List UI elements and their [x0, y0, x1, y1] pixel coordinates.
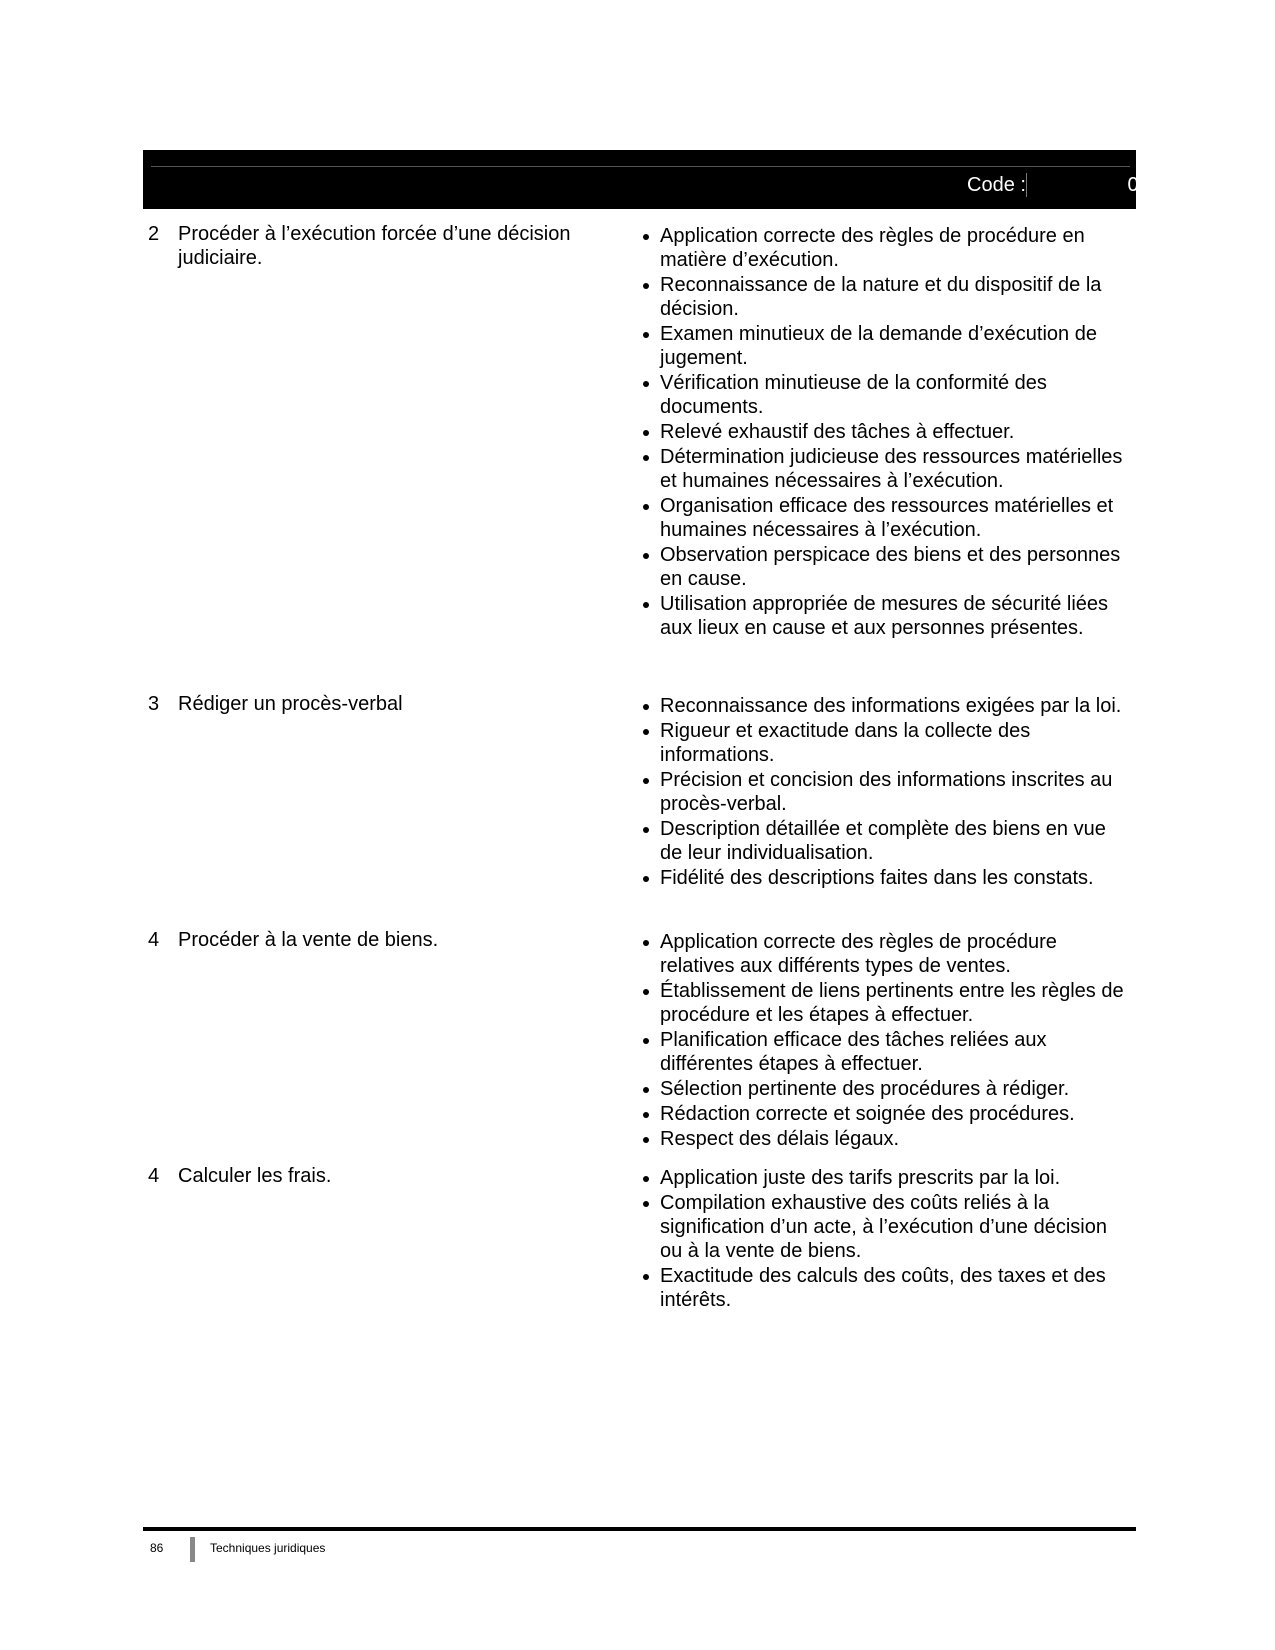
element-number: 2 — [148, 223, 160, 245]
criteria-list — [638, 1166, 1128, 1313]
list-item: Description détaillée et complète des biens en vue de leur individualisation. — [638, 817, 1128, 865]
element-title: Procéder à l’exécution forcée d’une décision judiciaire. — [178, 223, 571, 269]
table-row — [148, 222, 1128, 692]
list-item: Planification efficace des tâches reliées aux différentes étapes à effectuer. — [638, 1028, 1128, 1076]
list-item: Rigueur et exactitude dans la collecte des informations. — [638, 719, 1128, 767]
list-item: Exactitude des calculs des coûts, des taxes et des intérêts. — [638, 1264, 1128, 1312]
table-row — [148, 1164, 1128, 1324]
element-title: Procéder à la vente de biens. — [178, 929, 439, 951]
list-item: Reconnaissance de la nature et du dispositif de la décision. — [638, 273, 1128, 321]
list-item: Vérification minutieuse de la conformité des documents. — [638, 371, 1128, 419]
list-item: Précision et concision des informations inscrites au procès-verbal. — [638, 768, 1128, 816]
footer-rule — [143, 1527, 1136, 1531]
list-item: Application correcte des règles de procédure relatives aux différents types de ventes. — [638, 930, 1128, 978]
list-item: Rédaction correcte et soignée des procédures. — [638, 1102, 1128, 1126]
list-item: Compilation exhaustive des coûts reliés à la signification d’un acte, à l’exécution d’une décision ou à la vente de biens. — [638, 1191, 1128, 1263]
list-item: Observation perspicace des biens et des personnes en cause. — [638, 543, 1128, 591]
code-value: 0459 — [1127, 174, 1172, 196]
list-item: Utilisation appropriée de mesures de sécurité liées aux lieux en cause et aux personnes présentes. — [638, 592, 1128, 640]
criteria-list — [638, 694, 1128, 891]
table-row — [148, 692, 1128, 928]
footer-title: Techniques juridiques — [210, 1541, 326, 1555]
element-number: 3 — [148, 693, 160, 715]
list-item: Organisation efficace des ressources matérielles et humaines nécessaires à l’exécution. — [638, 494, 1128, 542]
table-row — [148, 928, 1128, 1164]
footer-separator — [190, 1537, 195, 1562]
list-item: Fidélité des descriptions faites dans les constats. — [638, 866, 1128, 890]
criteria-table — [148, 222, 1128, 1324]
header-bar — [143, 150, 1172, 209]
code-field — [967, 170, 1172, 201]
element-number: 4 — [148, 929, 160, 951]
list-item: Application correcte des règles de procédure en matière d’exécution. — [638, 224, 1128, 272]
list-item: Application juste des tarifs prescrits par la loi. — [638, 1166, 1128, 1190]
element-title: Rédiger un procès-verbal — [178, 693, 403, 715]
page-number: 86 — [150, 1541, 164, 1555]
criteria-list — [638, 224, 1128, 641]
list-item: Examen minutieux de la demande d’exécution de jugement. — [638, 322, 1128, 370]
list-item: Établissement de liens pertinents entre les règles de procédure et les étapes à effectuer. — [638, 979, 1128, 1027]
list-item: Sélection pertinente des procédures à rédiger. — [638, 1077, 1128, 1101]
code-label: Code : — [967, 174, 1026, 196]
element-number: 4 — [148, 1165, 160, 1187]
criteria-list — [638, 930, 1128, 1152]
list-item: Détermination judicieuse des ressources matérielles et humaines nécessaires à l’exécution. — [638, 445, 1128, 493]
list-item: Respect des délais légaux. — [638, 1127, 1128, 1151]
list-item: Relevé exhaustif des tâches à effectuer. — [638, 420, 1128, 444]
code-separator — [1026, 173, 1027, 197]
header-rule — [151, 166, 1130, 167]
element-title: Calculer les frais. — [178, 1165, 332, 1187]
list-item: Reconnaissance des informations exigées par la loi. — [638, 694, 1128, 718]
